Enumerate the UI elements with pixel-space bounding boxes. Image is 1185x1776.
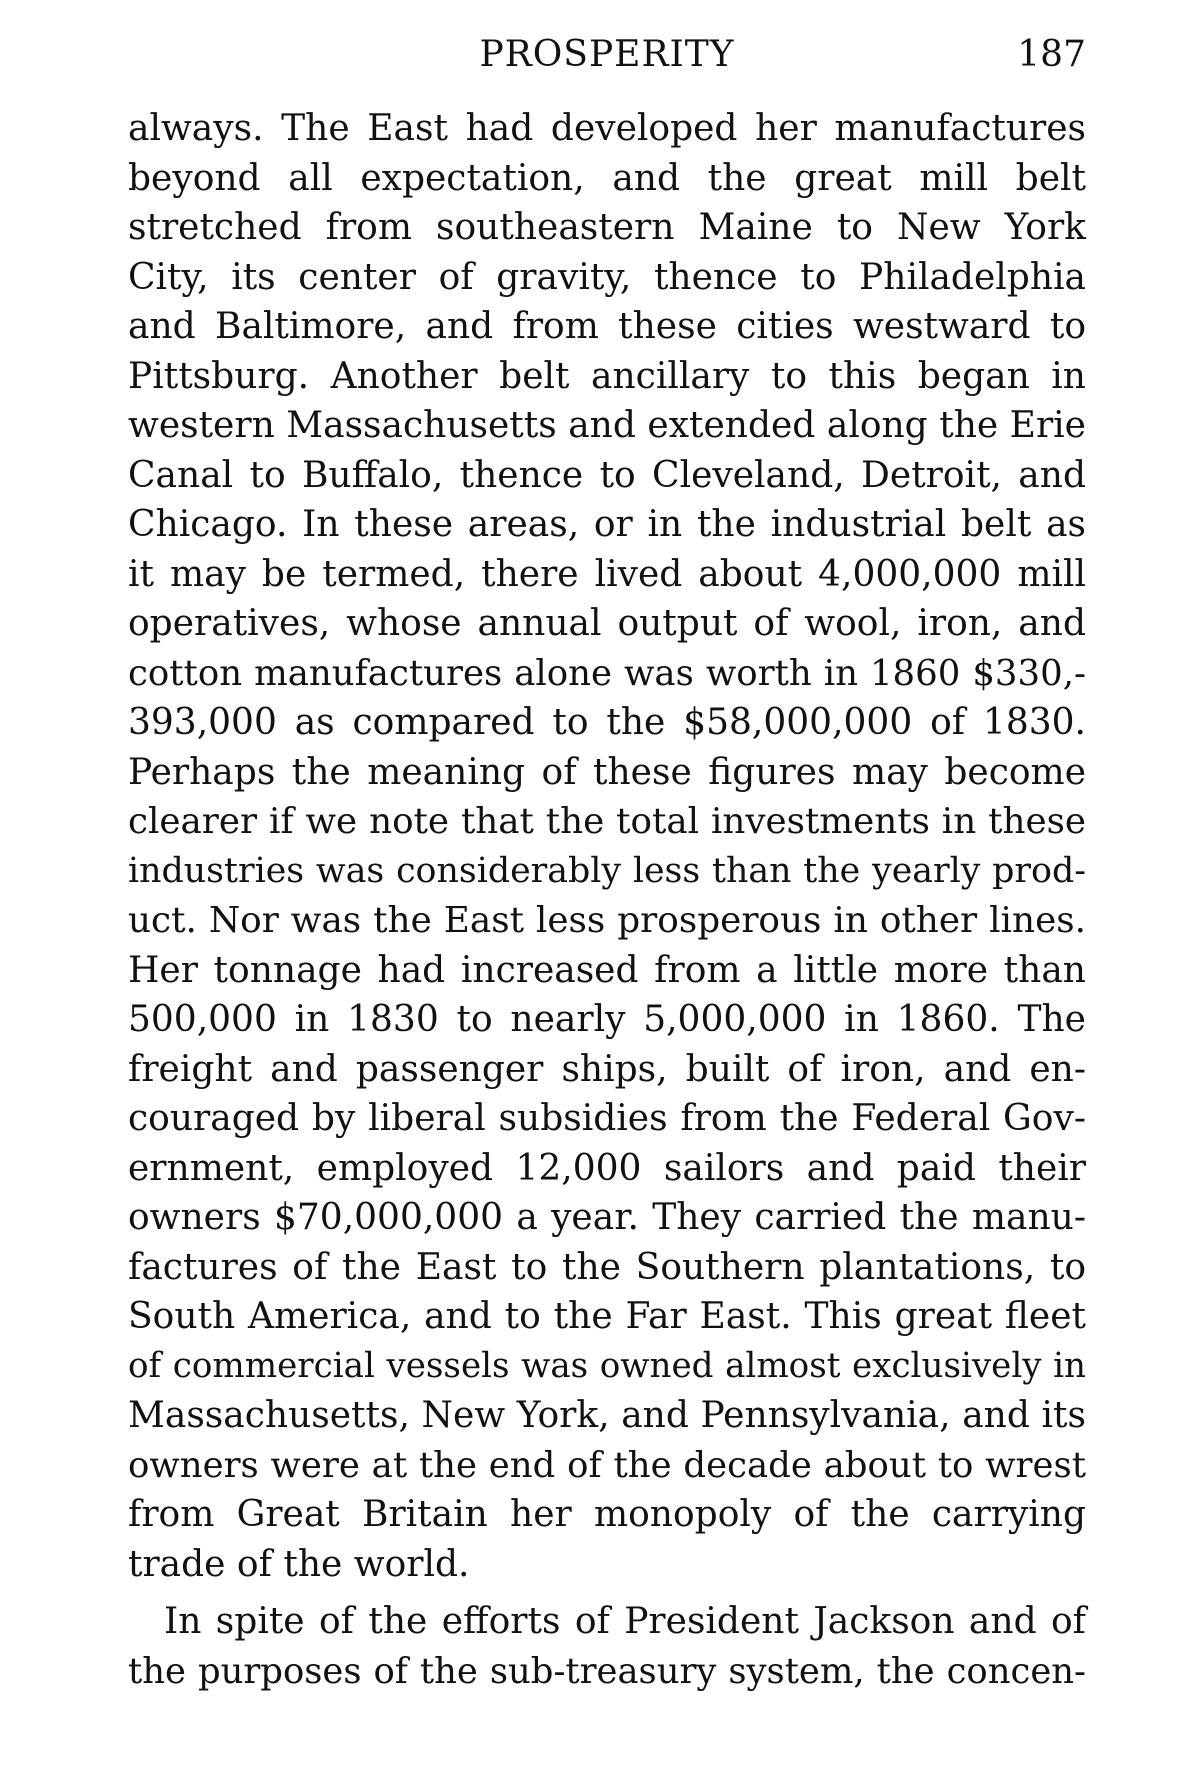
text-line: western Massachusetts and extended along the Erie (128, 405, 1086, 446)
text-line: South America, and to the Far East. This great fleet (128, 1296, 1086, 1337)
text-line: and Baltimore, and from these cities westward to (128, 306, 1086, 347)
text-line: Perhaps the meaning of these figures may become (128, 751, 1086, 793)
text-line: from Great Britain her monopoly of the carrying (128, 1494, 1086, 1535)
text-line: Canal to Buffalo, thence to Cleveland, Detroit, and (128, 454, 1086, 496)
text-line: freight and passenger ships, built of iron, and en- (128, 1048, 1086, 1090)
text-line: uct. Nor was the East less prosperous in other lines. (128, 900, 1086, 941)
text-line: Her tonnage had increased from a little more than (128, 949, 1086, 991)
running-head (128, 28, 1086, 88)
text-line: the purposes of the sub-treasury system, the concen- (128, 1650, 1086, 1692)
text-line: Massachusetts, New York, and Pennsylvania, and its (128, 1395, 1086, 1436)
text-line: owners were at the end of the decade about to wrest (128, 1444, 1086, 1486)
text-line: Chicago. In these areas, or in the industrial belt as (128, 504, 1086, 545)
text-line: of commercial vessels was owned almost exclusively in (128, 1345, 1086, 1386)
text-line: clearer if we note that the total investments in these (128, 801, 1086, 842)
text-line: industries was considerably less than the yearly prod- (128, 850, 1086, 891)
paragraph-gap (128, 1589, 1086, 1597)
text-line: it may be termed, there lived about 4,000,000 mill (128, 553, 1086, 595)
page-number: 187 (1017, 34, 1086, 75)
text-line: 500,000 in 1830 to nearly 5,000,000 in 1860. The (128, 999, 1086, 1040)
text-line: trade of the world. (128, 1543, 470, 1585)
text-line: cotton manufactures alone was worth in 1860 $330,- (128, 652, 1086, 694)
text-line: ernment, employed 12,000 sailors and paid their (128, 1147, 1086, 1189)
body-text (128, 104, 1086, 1696)
text-line: always. The East had developed her manufactures (128, 108, 1086, 149)
text-line: operatives, whose annual output of wool, iron, and (128, 603, 1086, 644)
text-line: stretched from southeastern Maine to New York (128, 207, 1086, 248)
text-line: owners $70,000,000 a year. They carried the manu- (128, 1197, 1086, 1238)
text-line: City, its center of gravity, thence to Philadelphia (128, 256, 1086, 298)
text-line: In spite of the efforts of President Jackson and of (164, 1601, 1086, 1642)
paragraph-1 (128, 104, 1086, 1589)
text-line: beyond all expectation, and the great mill belt (128, 157, 1086, 199)
text-line: factures of the East to the Southern plantations, to (128, 1246, 1086, 1288)
text-line: 393,000 as compared to the $58,000,000 of 1830. (128, 702, 1086, 743)
text-line: Pittsburg. Another belt ancillary to this began in (128, 355, 1086, 397)
running-title: PROSPERITY (479, 34, 735, 75)
text-line: couraged by liberal subsidies from the Federal Gov- (128, 1098, 1086, 1139)
paragraph-2 (128, 1597, 1086, 1696)
